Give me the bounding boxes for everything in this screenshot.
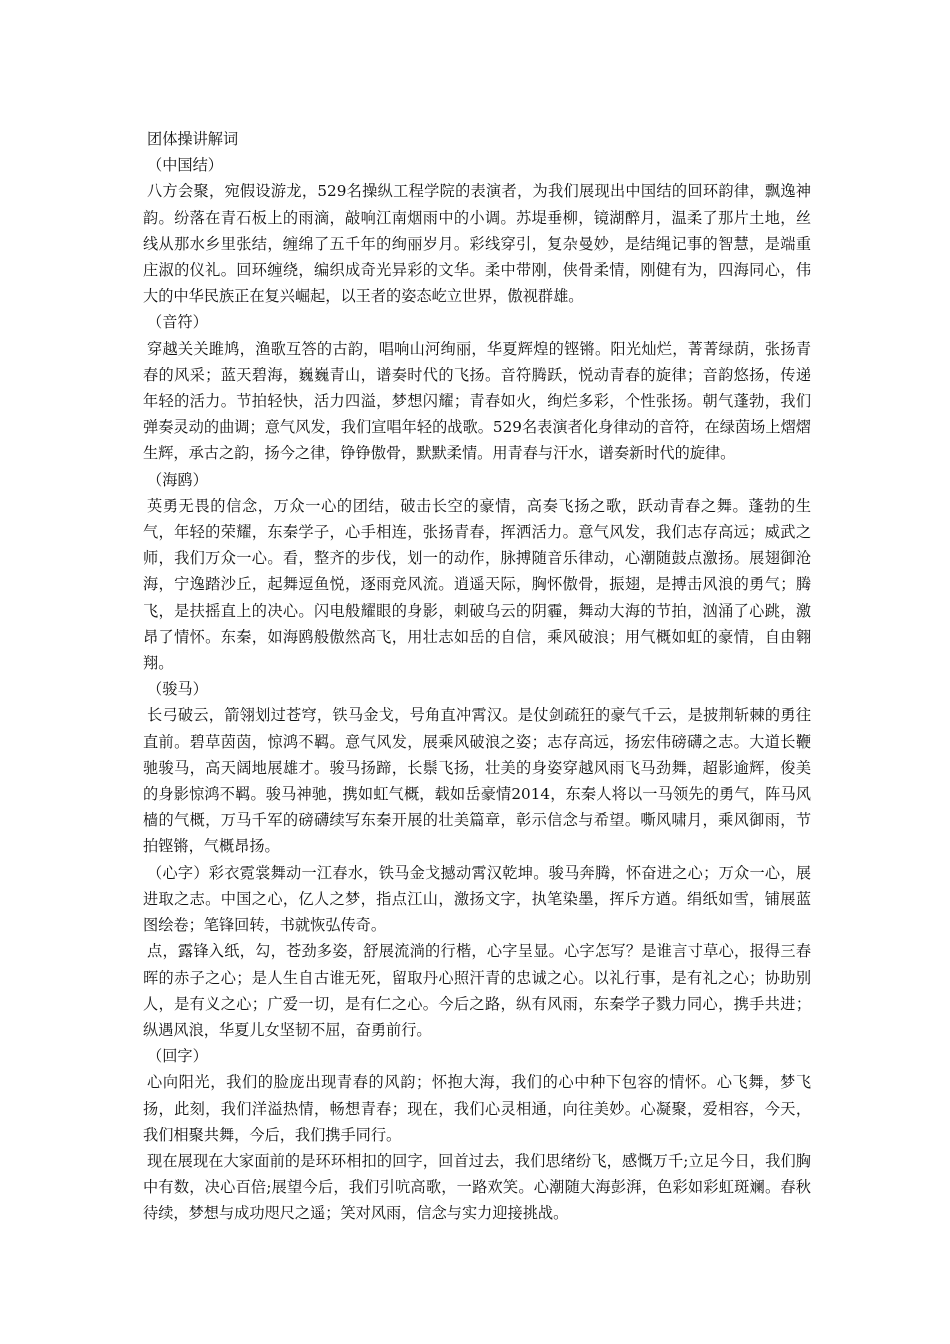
paragraph-haiou: 英勇无畏的信念，万众一心的团结，破击长空的豪情，高奏飞扬之歌，跃动青春之舞。蓬勃的生气，年轻的荣耀，东秦学子，心手相连，张扬青春，挥洒活力。意气风发，我们志存高远；威武之师，我们万众一心。看，整齐的步伐，划一的动作，脉搏随音乐律动，心潮随鼓点激扬。展翅御沧海，宁逸踏沙丘，起舞逗鱼悦，逐雨竞风流。逍遥天际，胸怀傲骨，振翅，是搏击风浪的勇气；腾飞，是扶摇直上的决心。闪电般耀眼的身影，刺破乌云的阴霾，舞动大海的节拍，汹涌了心跳，激昂了情怀。东秦，如海鸥般傲然高飞，用壮志如岳的自信，乘风破浪；用气概如虹的豪情，自由翱翔。 <box>143 496 811 673</box>
paragraph-huizi-1: 心向阳光，我们的脸庞出现青春的风韵；怀抱大海，我们的心中种下包容的情怀。心飞舞，梦飞扬，此刻，我们洋溢热情，畅想青春；现在，我们心灵相通，向往美妙。心凝聚，爱相容，今天，我们相聚共舞，今后，我们携手同行。 <box>143 1073 811 1144</box>
section-label-haiou: （海鸥） <box>147 470 208 489</box>
paragraph-zhongguojie: 八方会聚，宛假设游龙，529名操纵工程学院的表演者，为我们展现出中国结的回环韵律，飘逸神韵。纷落在青石板上的雨滴，敲响江南烟雨中的小调。苏堤垂柳，镜湖醉月，温柔了那片土地，丝线从那水乡里张结，缠绵了五千年的绚丽岁月。彩线穿引，复杂曼妙，是结绳记事的智慧，是端重庄淑的仪礼。回环缠绕，编织成奇光异彩的文华。柔中带刚，侠骨柔情，刚健有为，四海同心，伟大的中华民族正在复兴崛起，以王者的姿态屹立世界，傲视群雄。 <box>143 182 811 306</box>
section-label-zhongguojie: （中国结） <box>147 156 223 175</box>
paragraph-xinzi-intro: （心字）彩衣霓裳舞动一江春水，铁马金戈撼动霄汉乾坤。骏马奔腾，怀奋进之心；万众一心，展进取之志。中国之心，亿人之梦，指点江山，激扬文字，执笔染墨，挥斥方遒。绢纸如雪，铺展蓝图绘卷；笔锋回转，书就恢弘传奇。 <box>143 863 811 935</box>
paragraph-xinzi: 点，露锋入纸，勾，苍劲多姿，舒展流淌的行楷，心字呈显。心字怎写？是谁言寸草心，报得三春晖的赤子之心；是人生自古谁无死，留取丹心照汗青的忠诚之心。以礼行事，是有礼之心；协助别人，是有义之心；广爱一切，是有仁之心。今后之路，纵有风雨，东秦学子戮力同心，携手共进；纵遇风浪，华夏儿女坚韧不屈，奋勇前行。 <box>143 942 811 1039</box>
section-label-yinfu: （音符） <box>147 313 208 332</box>
section-label-huizi: （回字） <box>147 1047 208 1066</box>
document-title: 团体操讲解词 <box>147 130 239 148</box>
paragraph-huizi-2: 现在展现在大家面前的是环环相扣的回字，回首过去，我们思绪纷飞，感慨万千;立足今日，我们胸中有数，决心百倍;展望今后，我们引吭高歌，一路欢笑。心潮随大海彭湃，色彩如彩虹斑斓。春秋待续，梦想与成功咫尺之遥；笑对风雨，信念与实力迎接挑战。 <box>143 1151 811 1223</box>
section-label-junma: （骏马） <box>147 680 208 699</box>
paragraph-junma: 长弓破云，箭翎划过苍穹，铁马金戈，号角直冲霄汉。是仗剑疏狂的豪气千云，是披荆斩棘的勇往直前。碧草茵茵，惊鸿不羁。意气风发，展乘风破浪之姿；志存高远，扬宏伟磅礴之志。大道长鞭驰骏马，高天阔地展雄才。骏马扬蹄，长鬃飞扬，壮美的身姿穿越风雨飞马劲舞，超影逾辉，俊美的身影惊鸿不羁。骏马神驰，携如虹气概，载如岳豪情2014，东秦人将以一马领先的勇气，阵马风樯的气概，万马千军的磅礴续写东秦开展的壮美篇章，彰示信念与希望。嘶风啸月，乘风御雨，节拍铿锵，气概昂扬。 <box>143 706 811 856</box>
document-body <box>143 126 811 1227</box>
paragraph-yinfu: 穿越关关雎鸠，渔歌互答的古韵，唱响山河绚丽，华夏辉煌的铿锵。阳光灿烂，菁菁绿荫，张扬青春的风采；蓝天碧海，巍巍青山，谱奏时代的飞扬。音符腾跃，悦动青春的旋律；音韵悠扬，传递年轻的活力。节拍轻快，活力四溢，梦想闪耀；青春如火，绚烂多彩，个性张扬。朝气蓬勃，我们弹奏灵动的曲调；意气风发，我们宣唱年轻的战歌。529名表演者化身律动的音符，在绿茵场上熠熠生辉，承古之韵，扬今之律，铮铮傲骨，默默柔情。用青春与汗水，谱奏新时代的旋律。 <box>143 339 811 463</box>
